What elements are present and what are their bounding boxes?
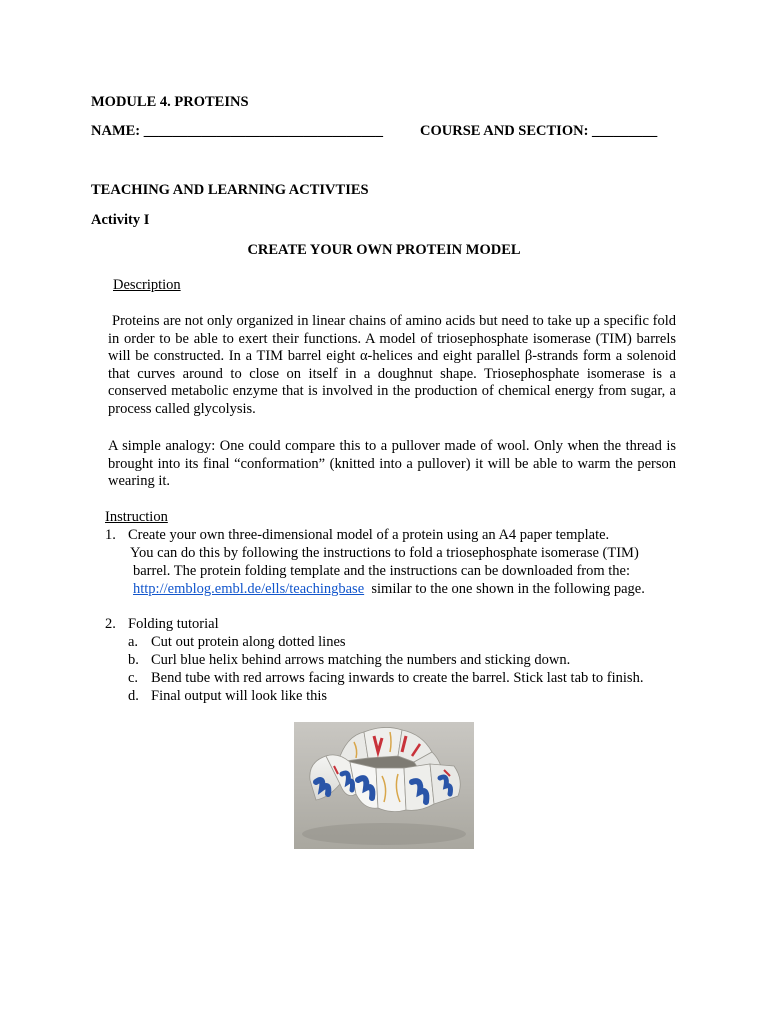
step-letter: c. <box>128 670 139 686</box>
instruction-1-line-2: You can do this by following the instructions to fold a triosephosphate isomerase (TIM) <box>130 545 639 561</box>
name-field-label: NAME: _________________________________ <box>91 123 384 139</box>
instruction-1-line-1: Create your own three-dimensional model of a protein using an A4 paper template. <box>128 527 610 543</box>
description-label: Description <box>113 277 181 293</box>
step-text: Cut out protein along dotted lines <box>151 634 346 650</box>
description-paragraph-1: Proteins are not only organized in linear chains of amino acids but need to take up a specific fold in order to be able to exert their functions. A model of triosephosphate isomerase (TIM) barrels will be constructed. In a TIM barrel eight α-helices and eight parallel β-strands form a solenoid that curves around to close on itself in a doughnut shape. Triosephosphate isomerase is a conserved metabolic enzyme that is involved in the production of chemical energy from sugar, a process called glycolysis. <box>108 313 676 417</box>
step-letter: b. <box>128 652 139 668</box>
step-letter: a. <box>128 634 139 650</box>
step-text: Bend tube with red arrows facing inwards to create the barrel. Stick last tab to finish. <box>151 670 644 686</box>
folding-tutorial-title: Folding tutorial <box>128 616 219 632</box>
step-text: Final output will look like this <box>151 688 328 704</box>
teachingbase-link[interactable]: http://emblog.embl.de/ells/teachingbase <box>133 581 365 597</box>
instruction-1-line-4 <box>133 581 645 599</box>
list-number: 1. <box>105 527 116 543</box>
step-letter: d. <box>128 688 139 704</box>
description-paragraph-2: A simple analogy: One could compare this to a pullover made of wool. Only when the thread is brought into its final “conformation” (knitted into a pullover) it will be able to warm the person wearing it. <box>108 438 676 490</box>
section-heading: TEACHING AND LEARNING ACTIVTIES <box>91 182 369 198</box>
instruction-label: Instruction <box>105 509 168 525</box>
list-number: 2. <box>105 616 116 632</box>
tim-barrel-model-photo <box>294 722 474 849</box>
course-section-label: COURSE AND SECTION: _________ <box>420 123 658 139</box>
module-title: MODULE 4. PROTEINS <box>91 94 249 110</box>
step-text: Curl blue helix behind arrows matching the numbers and sticking down. <box>151 652 571 668</box>
activity-title: CREATE YOUR OWN PROTEIN MODEL <box>247 242 521 258</box>
instruction-1-line-4-tail: similar to the one shown in the following page. <box>371 581 645 597</box>
activity-label: Activity I <box>91 212 150 228</box>
instruction-1-line-3: barrel. The protein folding template and the instructions can be downloaded from the: <box>133 563 631 579</box>
